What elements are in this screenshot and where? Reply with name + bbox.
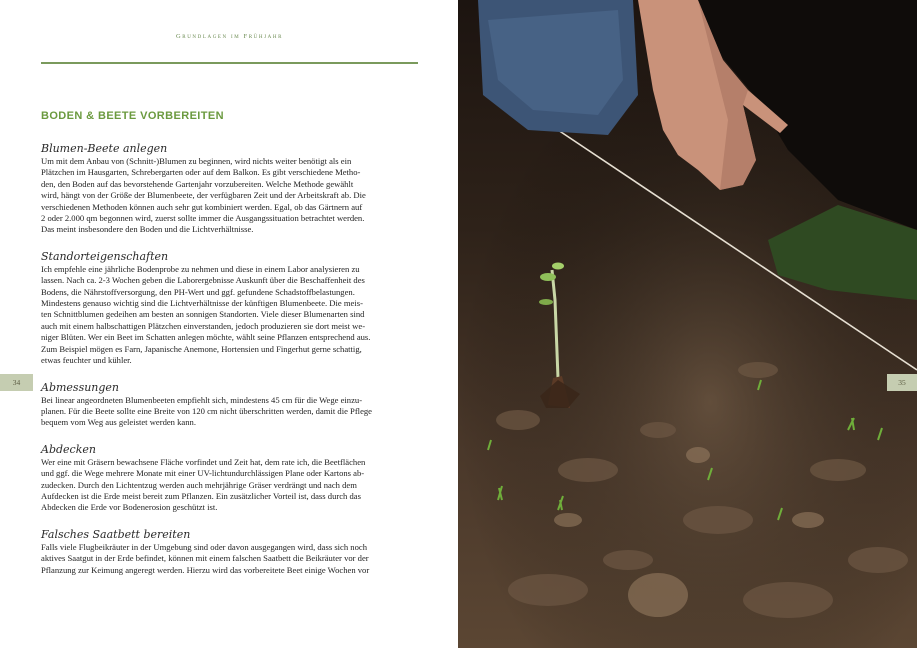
text-line: etwas feuchter und kühler. [41, 355, 132, 366]
running-head: Grundlagen im Frühjahr [175, 33, 284, 40]
section-abmessungen [41, 380, 418, 429]
subheading: Falsches Saatbett bereiten [41, 527, 191, 541]
text-line: verschiedenen Methoden können auch sehr gut kombiniert werden. Egal, ob das Gärtnern auf [41, 201, 363, 212]
text-line: Wer eine mit Gräsern bewachsene Fläche vorfindet und Zeit hat, dem rate ich, die Beetflächen [41, 456, 366, 467]
text-line: zudecken. Durch den Lichtentzug werden auch mehrjährige Gräser verdrängt und nach dem [41, 479, 357, 490]
text-line: Pflanzung zur Keimung angeregt werden. Hierzu wird das vorbereitete Beet einige Wochen vor [41, 564, 370, 575]
text-line: ten Schnittblumen gedeihen am besten an sonnigen Standorten. Viele dieser Blumenarten sind [41, 309, 365, 320]
left-page [0, 0, 458, 648]
text-line: Bei linear angeordneten Blumenbeeten empfiehlt sich, mindestens 45 cm für die Wege einzu- [41, 394, 363, 405]
text-line: planen. Für die Beete sollte eine Breite von 120 cm nicht überschritten werden, damit die Pflege [41, 405, 372, 416]
header-rule [41, 62, 418, 64]
text-line: und ggf. die Wege mehrere Monate mit einer UV-lichtundurchlässigen Plane oder Kartons ab- [41, 468, 365, 479]
paragraph [41, 395, 418, 429]
text-line: aktives Saatgut in der Erde befindet, können mit einem falschen Saatbett die Beikräuter vor der [41, 553, 369, 564]
text-line: Zum Beispiel mögen es Farn, Japanische Anemone, Hortensien und Fingerhut gerne schattig, [41, 343, 362, 354]
page-number-left: 34 [0, 374, 33, 391]
garden-soil-photo [458, 0, 917, 648]
section-abdecken [41, 442, 418, 514]
page-number-right: 35 [887, 374, 917, 391]
section-blumen-beete [41, 141, 418, 236]
text-line: Um mit dem Anbau von (Schnitt-)Blumen zu beginnen, wird nichts weiter benötigt als ein [41, 156, 352, 166]
subheading: Standorteigenschaften [41, 249, 169, 263]
text-line: wird, hängt von der Größe der Blumenbeete, der verfügbaren Zeit und der Arbeitskraft ab. Die [41, 190, 366, 201]
text-line: auch mit einem halbschattigen Plätzchen einverstanden, jedoch produzieren sie dort meist we- [41, 320, 366, 331]
text-line: lassen. Nach ca. 2-3 Wochen geben die Laborergebnisse Auskunft über die Beschaffenheit des [41, 275, 365, 286]
text-line: Das meint insbesondere den Boden und die Lichtverhältnisse. [41, 224, 254, 235]
article-body [41, 141, 418, 589]
text-line: 2 oder 2.000 qm begonnen wird, zuerst sollte immer die Ausgangssituation betrachtet werden. [41, 213, 365, 224]
paragraph [41, 156, 418, 236]
paragraph [41, 457, 418, 514]
text-line: niger Blüten. Wer ein Beet im Schatten anlegen möchte, wählt seine Pflanzen entsprechend aus. [41, 332, 371, 343]
text-line: Plätzchen im Hausgarten, Schrebergarten oder auf dem Balkon. Es gibt verschiedene Metho- [41, 167, 361, 178]
subheading: Abdecken [41, 442, 96, 456]
text-line: Falls viele Flugbeikräuter in der Umgebung sind oder davon ausgegangen wird, dass sich noch [41, 541, 368, 552]
paragraph [41, 542, 418, 576]
paragraph [41, 264, 418, 367]
section-standorteigenschaften [41, 249, 418, 367]
text-line: den, den Boden auf das bevorstehende Gartenjahr vorzubereiten. Welche Methode gewählt [41, 178, 354, 189]
text-line: Aufdecken ist die Erde meist bereit zum Pflanzen. Ein zusätzlicher Vorteil ist, dass durch das [41, 490, 361, 501]
subheading: Blumen-Beete anlegen [41, 142, 168, 155]
text-line: Ich empfehle eine jährliche Bodenprobe zu nehmen und diese in einem Labor analysieren zu [41, 263, 360, 274]
text-line: Mindestens genauso wichtig sind die Lichtverhältnisse der künftigen Blumenbeete. Die meis- [41, 298, 363, 309]
text-line: Abdecken die Erde vor Bodenerosion geschützt ist. [41, 502, 218, 513]
subheading: Abmessungen [41, 380, 120, 394]
text-line: Bodens, die Nährstoffversorgung, den PH-Wert und ggf. gefundene Schadstoffbelastungen. [41, 286, 355, 297]
text-line: bequem vom Weg aus geleistet werden kann. [41, 417, 196, 428]
section-title: BODEN & BEETE VORBEREITEN [41, 110, 224, 122]
section-falsches-saatbett [41, 527, 418, 576]
